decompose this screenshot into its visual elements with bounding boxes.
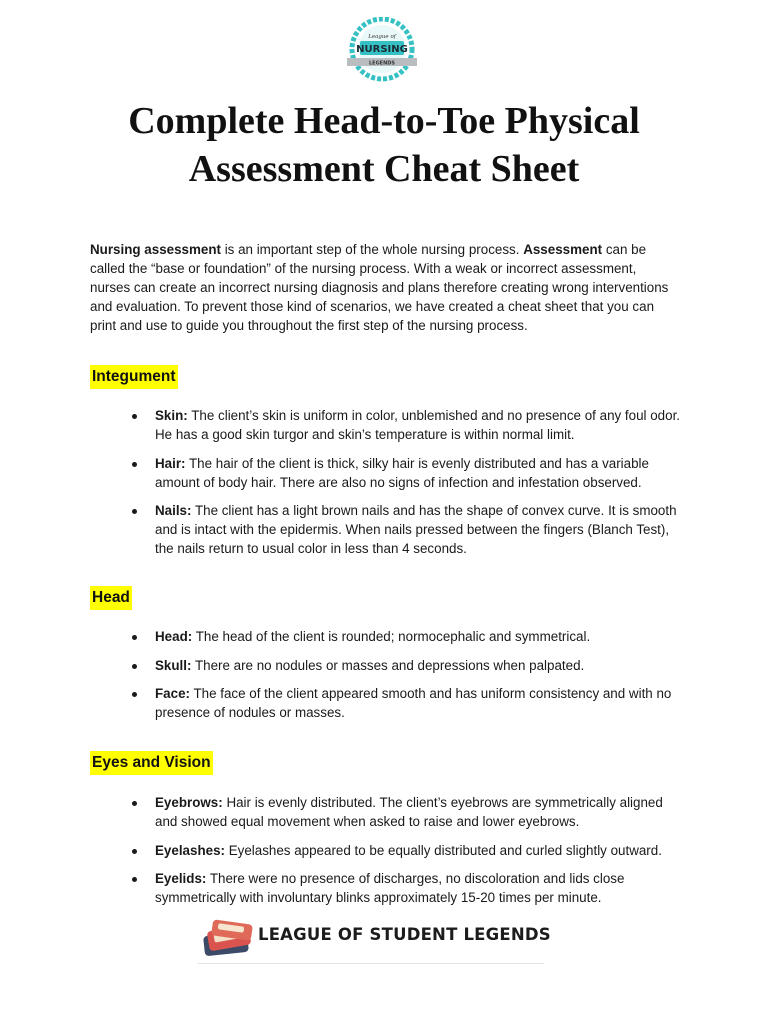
item-label: Head: bbox=[155, 629, 193, 644]
item-label: Eyebrows: bbox=[155, 795, 223, 810]
item-text: Eyelashes appeared to be equally distributed and curled slightly outward. bbox=[224, 842, 662, 858]
list-item-nails bbox=[155, 501, 685, 558]
item-text: The client’s skin is uniform in color, unblemished and no presence of any foul odor. He has a good skin turgor and skin’s temperature is within normal limit. bbox=[155, 408, 681, 442]
integument-list bbox=[155, 406, 685, 568]
item-text: The hair of the client is thick, silky hair is evenly distributed and has a variable amount of body hair. There are also no signs of bbox=[155, 455, 649, 490]
intro-keyword-assessment: Assessment bbox=[523, 242, 603, 257]
item-text: The client has a light brown nails and has the shape of convex curve. It is smooth and is intact with the epidermis. When nails pressed between the fingers (Blanch Test), the nails return to usual color in less than 4 seconds. bbox=[155, 503, 677, 556]
list-item-face bbox=[155, 684, 685, 722]
item-label: Eyelids: bbox=[155, 871, 207, 886]
item-label: Face: bbox=[155, 686, 190, 701]
nursing-legends-logo bbox=[345, 17, 419, 83]
list-item-skull bbox=[155, 656, 685, 675]
intro-text-2: can be called the “base or foundation” of the nursing process. With a weak or incorrect assessment, nurses can create an incorrect bbox=[90, 242, 647, 295]
page-title bbox=[40, 97, 728, 193]
item-text: and infestation observed. bbox=[488, 474, 642, 490]
logo-sub-text: LEGENDS bbox=[368, 60, 396, 67]
item-text: There were no presence of discharges, no discoloration and lids close symmetrically with involuntary blinks approximately 15-20 times per minute. bbox=[155, 871, 625, 905]
list-item-eyelids bbox=[155, 869, 685, 907]
logo-main-text: NURSING bbox=[356, 44, 408, 55]
intro-paragraph bbox=[90, 240, 680, 335]
section-heading-integument: Integument bbox=[90, 365, 178, 389]
logo-top-text: League of bbox=[368, 34, 396, 40]
item-label: Eyelashes: bbox=[155, 842, 225, 858]
list-item-skin bbox=[155, 406, 685, 444]
item-text: Hair is evenly distributed. The client’s eyebrows are symmetrically aligned and showed equal movement when asked to raise and lower eyebrows. bbox=[155, 795, 663, 829]
banner-divider bbox=[198, 963, 544, 964]
list-item-eyelashes bbox=[155, 841, 685, 860]
item-text: There are no nodules or masses and depressions when palpated. bbox=[191, 657, 585, 673]
item-text: The face of the client appeared smooth and has uniform consistency and with no presence of nodules or masses. bbox=[155, 686, 672, 720]
list-item-eyebrows bbox=[155, 793, 685, 831]
section-heading-head: Head bbox=[90, 586, 132, 610]
item-label: Skin: bbox=[155, 408, 188, 423]
head-list bbox=[155, 627, 685, 732]
intro-text-3: and plans therefore creating wrong interventions and evaluation. To prevent those kind of scenarios, we have created a cheat sheet that you can print and use to guide you throughout the first step of the nursing process. bbox=[90, 280, 669, 333]
intro-keyword-nursing-assessment: Nursing assessment bbox=[90, 242, 221, 257]
infection-link[interactable]: infection bbox=[438, 474, 489, 490]
item-text: The head of the client is rounded; normocephalic and symmetrical. bbox=[192, 629, 591, 644]
title-line-1: Complete Head-to-Toe Physical bbox=[128, 100, 640, 142]
section-heading-eyes-and-vision: Eyes and Vision bbox=[90, 751, 213, 775]
nursing-diagnosis-link[interactable]: nursing diagnosis bbox=[273, 280, 379, 295]
title-line-2: Assessment Cheat Sheet bbox=[188, 148, 580, 190]
list-item-head bbox=[155, 627, 685, 646]
item-label: Nails: bbox=[155, 503, 192, 518]
item-label: Skull: bbox=[155, 657, 192, 673]
books-icon bbox=[203, 919, 253, 956]
list-item-hair bbox=[155, 454, 685, 492]
eyes-list bbox=[155, 793, 685, 917]
intro-text-1: is an important step of the whole nursing process. bbox=[220, 242, 524, 257]
item-label: Hair: bbox=[155, 455, 186, 471]
banner-text: LEAGUE OF STUDENT LEGENDS bbox=[258, 925, 551, 944]
